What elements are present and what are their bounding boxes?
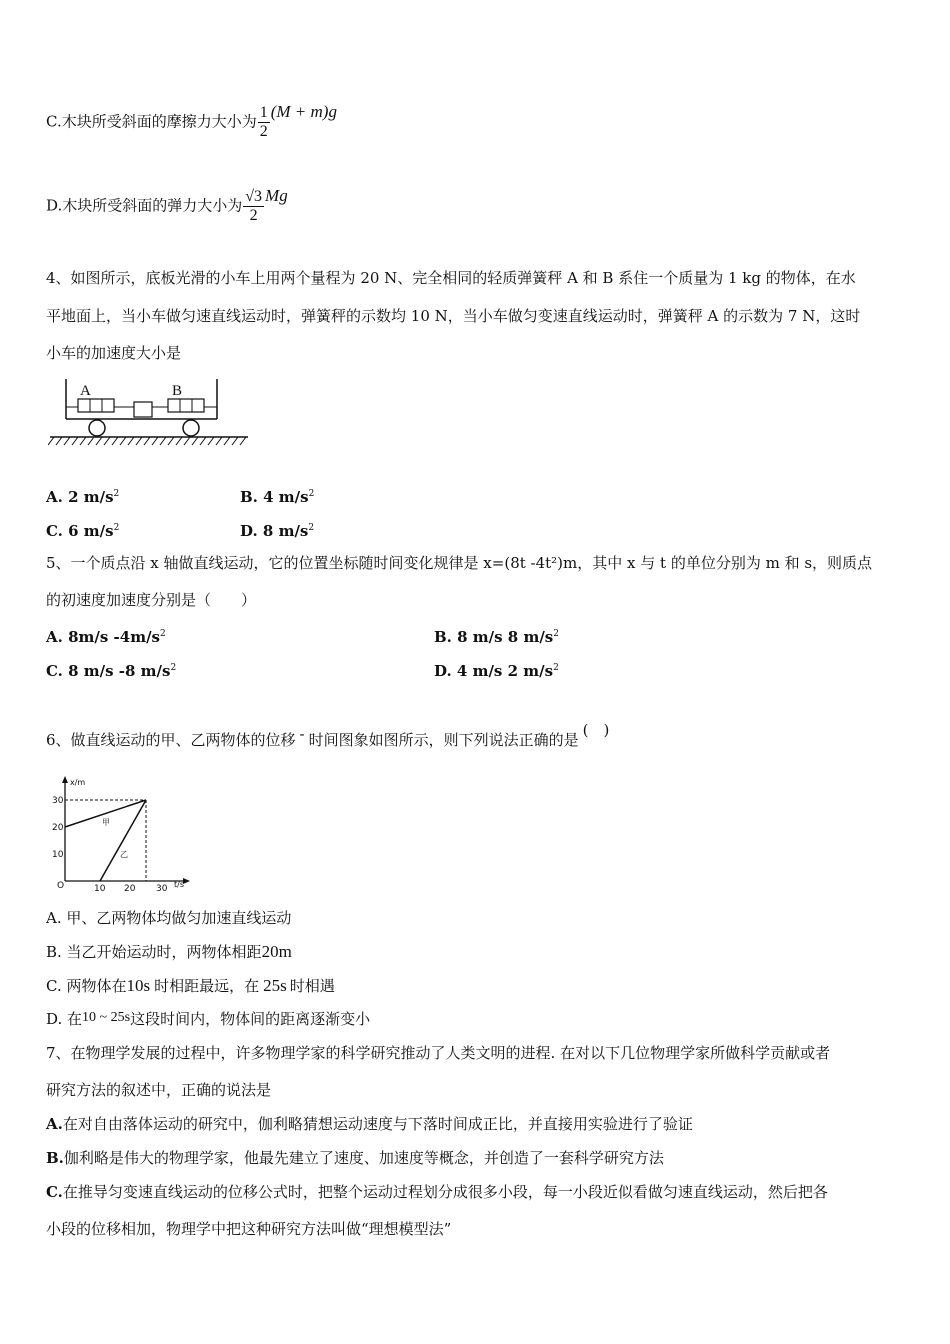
fraction: $\frac{√3}{2}$: [245, 188, 263, 224]
q5-stem-line-2: 的初速度加速度分别是（ ）: [46, 591, 257, 609]
fraction: $\frac{1}{2}$: [259, 104, 268, 140]
line-jia-label: 甲: [102, 818, 110, 827]
q5-stem-line-1: 5、一个质点沿 x 轴做直线运动，它的位置坐标随时间变化规律是 x=(8t -4t²)m，其中 x 与 t 的单位分别为 m 和 s，则质点: [46, 554, 873, 572]
y-axis-label: x/m: [70, 778, 86, 787]
q5-option-c: C. 8 m/s -8 $m/s^2$: [46, 662, 177, 680]
y-tick-30: 30: [52, 796, 64, 806]
q3-option-d: [46, 185, 288, 225]
q7-option-a: A.在对自由落体运动的研究中，伽利略猜想运动速度与下落时间成正比，并直接用实验进行了验证: [46, 1115, 693, 1133]
x-tick-30: 30: [156, 884, 168, 893]
formula: (M + m)g: [270, 101, 337, 121]
q4-option-b: B. 4 $m/s^2$: [240, 488, 315, 506]
x-tick-10: 10: [94, 884, 106, 893]
q3-option-c: [46, 101, 337, 141]
spring-b-label: B: [172, 383, 183, 399]
q6-option-b: B. 当乙开始运动时，两物体相距20m: [46, 942, 292, 961]
formula: Mg: [265, 185, 288, 205]
spring-a-label: A: [80, 383, 91, 399]
q6-option-c: C. 两物体在10s 时相距最远，在 25s 时相遇: [46, 976, 335, 995]
q4-stem-line-1: 4、如图所示，底板光滑的小车上用两个量程为 20 N、完全相同的轻质弹簧秤 A 和 B 系住一个质量为 1 kg 的物体，在水: [46, 269, 856, 287]
line-yi-label: 乙: [120, 850, 128, 859]
y-tick-20: 20: [52, 823, 64, 833]
x-tick-20: 20: [124, 884, 136, 893]
q3-option-c-text: C.木块所受斜面的摩擦力大小为: [46, 112, 257, 131]
q4-stem-line-2: 平地面上，当小车做匀速直线运动时，弹簧秤的示数均 10 N，当小车做匀变速直线运动时，弹簧秤 A 的示数为 7 N，这时: [46, 307, 861, 325]
q4-option-d: D. 8 $m/s^2$: [240, 522, 315, 540]
q5-option-a: A. 8m/s $-4m/s^2$: [46, 628, 166, 646]
q5-option-b: B. 8 m/s 8 $m/s^2$: [434, 628, 559, 646]
q6-option-d: D. 在10 ~ 25s这段时间内，物体间的距离逐渐变小: [46, 1010, 371, 1028]
origin-label: O: [57, 881, 65, 891]
q6-stem: 6、做直线运动的甲、乙两物体的位移 - 时间图象如图所示，则下列说法正确的是( ): [46, 721, 610, 749]
y-tick-10: 10: [52, 850, 64, 860]
q3-option-d-text: D.木块所受斜面的弹力大小为: [46, 196, 243, 215]
q5-option-d: D. 4 m/s 2 $m/s^2$: [434, 662, 559, 680]
q7-stem-line-2: 研究方法的叙述中，正确的说法是: [46, 1081, 272, 1099]
q7-stem-line-1: 7、在物理学发展的过程中，许多物理学家的科学研究推动了人类文明的进程. 在对以下几位物理学家所做科学贡献或者: [46, 1044, 831, 1062]
q4-stem-line-3: 小车的加速度大小是: [46, 344, 182, 362]
q7-option-c: C.在推导匀变速直线运动的位移公式时，把整个运动过程划分成很多小段，每一小段近似看做匀速直线运动，然后把各: [46, 1183, 828, 1201]
x-axis-label: t/s: [174, 880, 184, 889]
q4-option-a: A. 2 $m/s^2$: [46, 488, 120, 506]
cart-figure: [48, 375, 268, 450]
q7-option-b: B.伽利略是伟大的物理学家，他最先建立了速度、加速度等概念，并创造了一套科学研究方法: [46, 1149, 664, 1167]
q6-option-a: A. 甲、乙两物体均做匀加速直线运动: [46, 909, 292, 927]
q4-option-c: C. 6 $m/s^2$: [46, 522, 120, 540]
q7-option-c-continued: 小段的位移相加，物理学中把这种研究方法叫做“理想模型法”: [46, 1220, 452, 1238]
xt-graph: [48, 775, 198, 893]
